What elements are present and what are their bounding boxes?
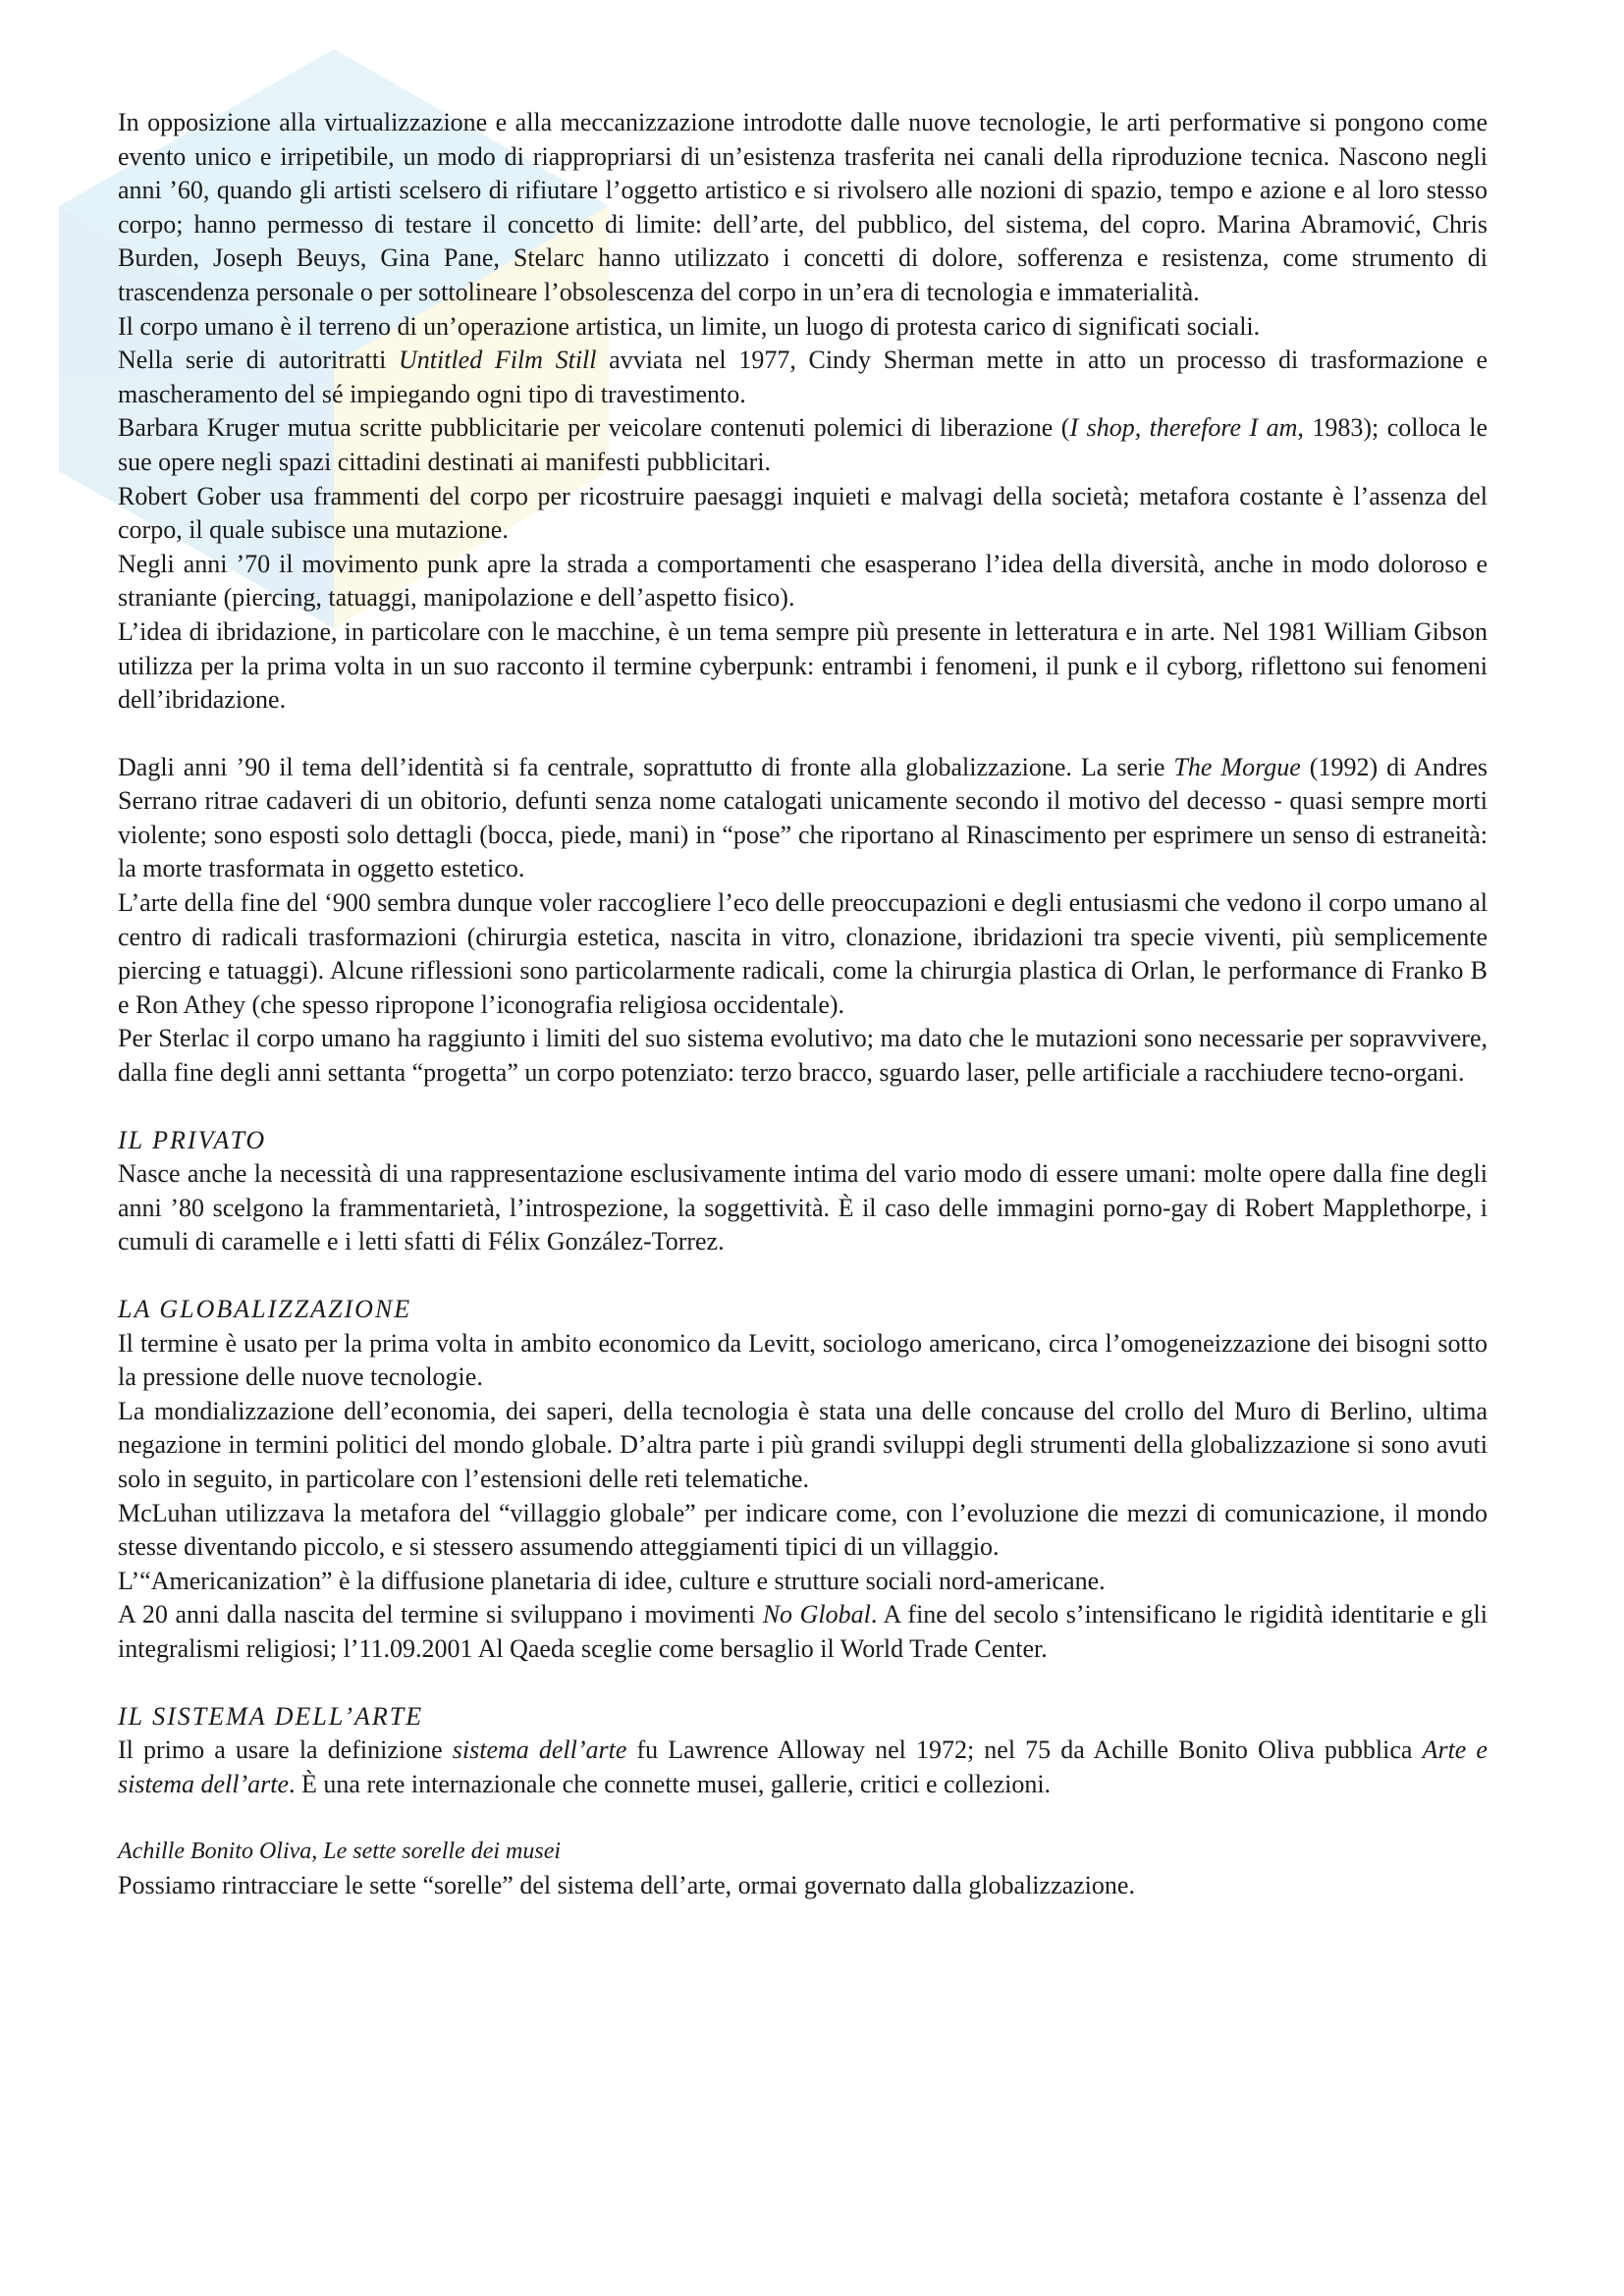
paragraph-gober: Robert Gober usa frammenti del corpo per ricostruire paesaggi inquieti e malvagi della società; metafora costante è l’assenza del corpo, il quale subisce una mutazione. [118, 481, 1488, 545]
heading-sistema-arte: IL SISTEMA DELL’ARTE [118, 1701, 424, 1731]
spacer [118, 718, 1488, 751]
paragraph-globalizzazione-5: A 20 anni dalla nascita del termine si sviluppano i movimenti No Global. A fine del secolo s’intensificano le rigidità identitarie e gli integralismi religiosi; l’11.09.2001 Al Qaeda sceglie come bersaglio il World Trade Center. [118, 1600, 1488, 1663]
document-body [118, 106, 1488, 1903]
paragraph-ibridazione: L’idea di ibridazione, in particolare con le macchine, è un tema sempre più presente in letteratura e in arte. Nel 1981 William Gibson utilizza per la prima volta in un suo racconto il termine cyberpunk: entrambi i fenomeni, il punk e il cyborg, riflettono sui fenomeni dell’ibridazione. [118, 616, 1488, 715]
paragraph-performative: In opposizione alla virtualizzazione e alla meccanizzazione introdotte dalle nuove tecnologie, le arti performative si pongono come evento unico e irripetibile, un modo di riappropriarsi di un’esistenza trasferita nei canali della riproduzione tecnica. Nascono negli anni ’60, quando gli artisti scelsero di rifiutare l’oggetto artistico e si rivolsero alle nozioni di spazio, tempo e azione e al loro stesso corpo; hanno permesso di testare il concetto di limite: dell’arte, del pubblico, del sistema, del copro. Marina Abramović, Chris Burden, Joseph Beuys, Gina Pane, Stelarc hanno utilizzato i concetti di dolore, sofferenza e resistenza, come strumento di trascendenza personale o per sottolineare l’obsolescenza del corpo in un’era di tecnologia e immaterialità. [118, 108, 1488, 306]
paragraph-globalizzazione-4: L’“Americanization” è la diffusione planetaria di idee, culture e strutture sociali nord-americane. [118, 1566, 1106, 1595]
heading-globalizzazione: LA GLOBALIZZAZIONE [118, 1295, 412, 1323]
paragraph-fine-900: L’arte della fine del ‘900 sembra dunque voler raccogliere l’eco delle preoccupazioni e degli entusiasmi che vedono il corpo umano al centro di radicali trasformazioni (chirurgia estetica, nascita in vitro, clonazione, ibridazioni tra specie viventi, più semplicemente piercing e tatuaggi). Alcune riflessioni sono particolarmente radicali, come la chirurgia plastica di Orlan, le performance di Franko B e Ron Athey (che spesso ripropone l’iconografia religiosa occidentale). [118, 888, 1488, 1019]
paragraph-oliva: Possiamo rintracciare le sette “sorelle” del sistema dell’arte, ormai governato dalla globalizzazione. [118, 1870, 1135, 1899]
paragraph-privato: Nasce anche la necessità di una rappresentazione esclusivamente intima del vario modo di essere umani: molte opere dalla fine degli anni ’80 scelgono la frammentarietà, l’introspezione, la soggettività. È il caso delle immagini porno-gay di Robert Mapplethorpe, i cumuli di caramelle e i letti sfatti di Félix González-Torrez. [118, 1159, 1488, 1256]
paragraph-globalizzazione-1: Il termine è usato per la prima volta in ambito economico da Levitt, sociologo americano, circa l’omogeneizzazione dei bisogni sotto la pressione delle nuove tecnologie. [118, 1328, 1488, 1392]
subheading-oliva: Achille Bonito Oliva, Le sette sorelle dei musei [118, 1839, 562, 1865]
paragraph-punk: Negli anni ’70 il movimento punk apre la strada a comportamenti che esasperano l’idea della diversità, anche in modo doloroso e straniante (piercing, tatuaggi, manipolazione e dell’aspetto fisico). [118, 549, 1488, 613]
paragraph-sherman: Nella serie di autoritratti Untitled Film Still avviata nel 1977, Cindy Sherman mette in atto un processo di trasformazione e mascheramento del sé impiegando ogni tipo di travestimento. [118, 346, 1488, 408]
paragraph-sistema-arte: Il primo a usare la definizione sistema dell’arte fu Lawrence Alloway nel 1972; nel 75 da Achille Bonito Oliva pubblica Arte e sistema dell’arte. È una rete internazionale che connette musei, gallerie, critici e collezioni. [118, 1735, 1488, 1798]
heading-privato: IL PRIVATO [118, 1125, 267, 1154]
paragraph-kruger: Barbara Kruger mutua scritte pubblicitarie per veicolare contenuti polemici di liberazione (I shop, therefore I am, 1983); colloca le sue opere negli spazi cittadini destinati ai manifesti pubblicitari. [118, 413, 1488, 476]
paragraph-corpo: Il corpo umano è il terreno di un’operazione artistica, un limite, un luogo di protesta carico di significati sociali. [118, 311, 1261, 341]
paragraph-sterlac: Per Sterlac il corpo umano ha raggiunto i limiti del suo sistema evolutivo; ma dato che le mutazioni sono necessarie per sopravvivere, dalla fine degli anni settanta “progetta” un corpo potenziato: terzo bracco, sguardo laser, pelle artificiale a racchiudere tecno-organi. [118, 1024, 1488, 1088]
paragraph-globalizzazione-2: La mondializzazione dell’economia, dei saperi, della tecnologia è stata una delle concause del crollo del Muro di Berlino, ultima negazione in termini politici del mondo globale. D’altra parte i più grandi sviluppi degli strumenti della globalizzazione si sono avuti solo in seguito, in particolare con l’estensioni delle reti telematiche. [118, 1396, 1488, 1493]
paragraph-globalizzazione-3: McLuhan utilizzava la metafora del “villaggio globale” per indicare come, con l’evoluzione die mezzi di comunicazione, il mondo stesse diventando piccolo, e si stessero assumendo atteggiamenti tipici di un villaggio. [118, 1498, 1488, 1562]
paragraph-serrano: Dagli anni ’90 il tema dell’identità si fa centrale, soprattutto di fronte alla globalizzazione. La serie The Morgue (1992) di Andres Serrano ritrae cadaveri di un obitorio, defunti senza nome catalogati unicamente secondo il motivo del decesso - quasi sempre morti violente; sono esposti solo dettagli (bocca, piede, mani) in “pose” che riportano al Rinascimento per esprimere un senso di estraneità: la morte trasformata in oggetto estetico. [118, 752, 1489, 883]
